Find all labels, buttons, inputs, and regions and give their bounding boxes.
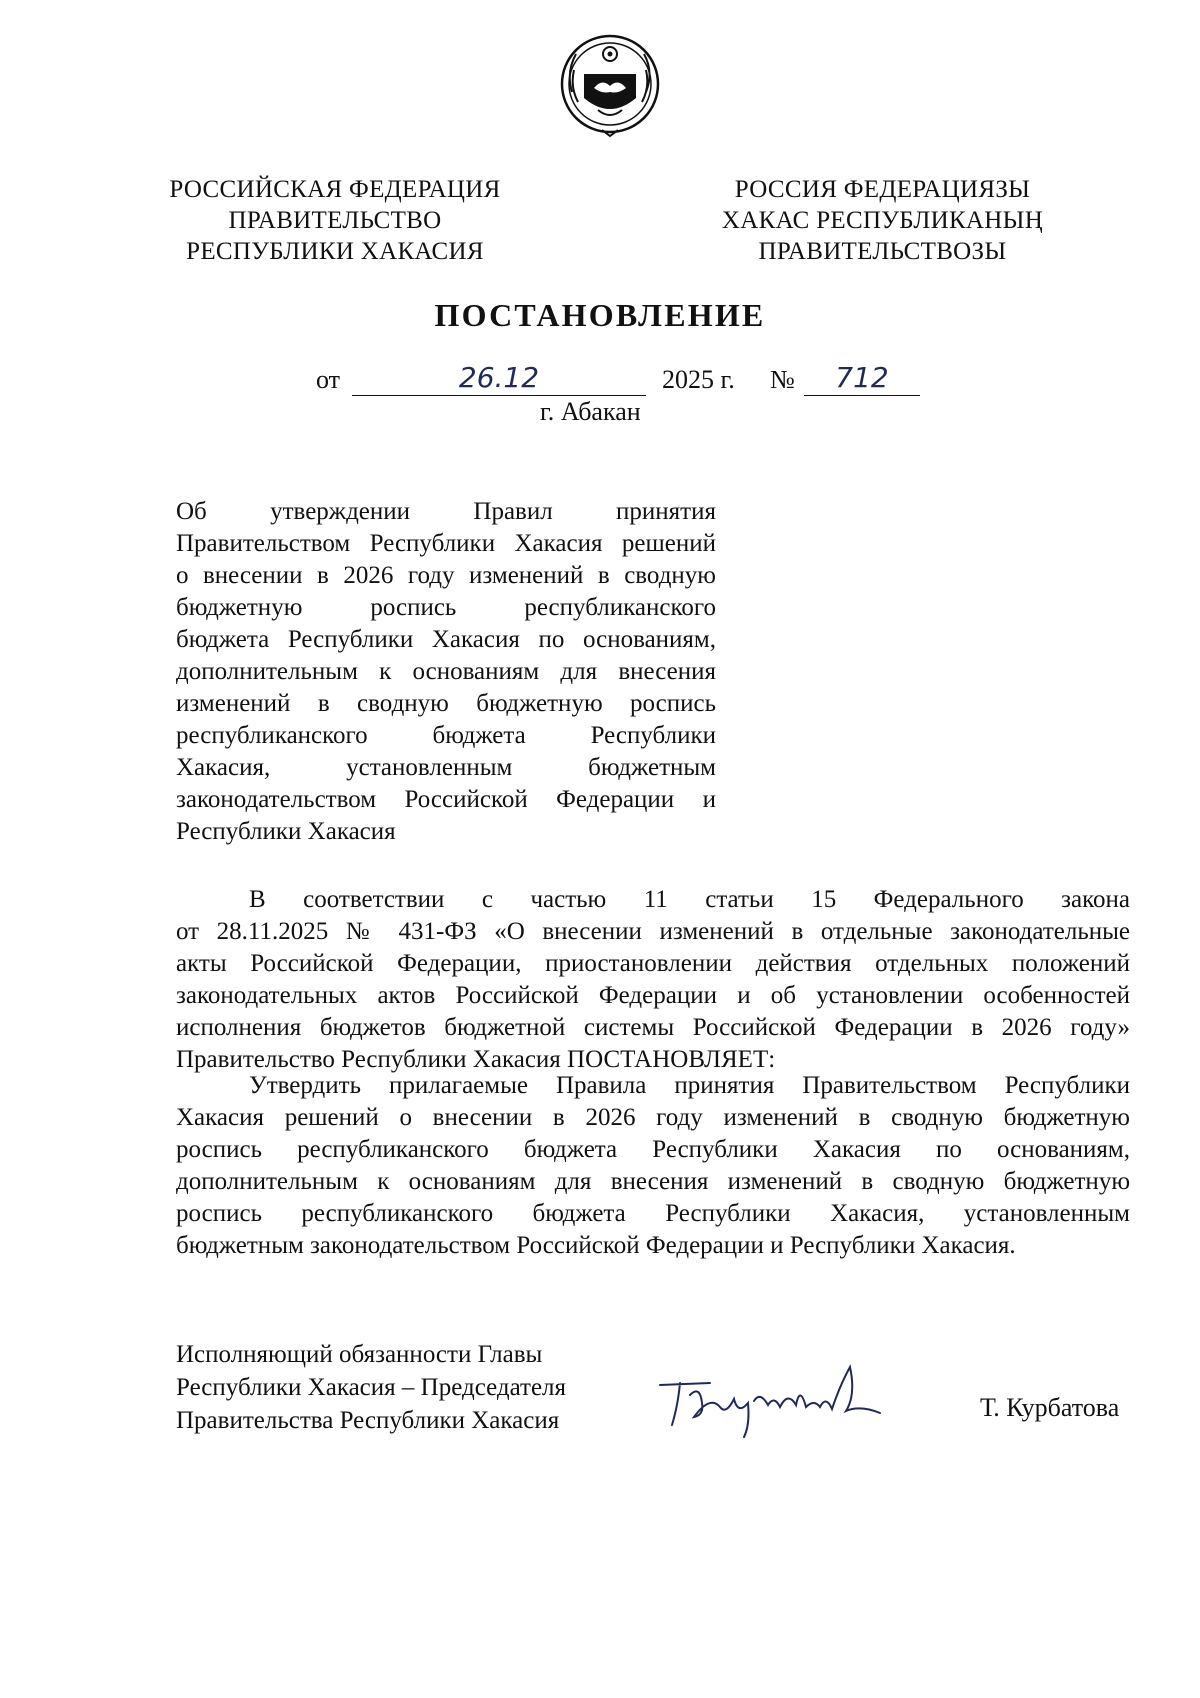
number-sign: № [770, 365, 795, 394]
text-line: бюджетную роспись республиканского [176, 594, 716, 621]
preamble-paragraph [176, 884, 1130, 1076]
text-line: дополнительным к основаниям для внесения изменений в сводную бюджетную [176, 1168, 1130, 1195]
signatory-title-line: Исполняющий обязанности Главы [176, 1341, 543, 1368]
signatory-title [176, 1338, 566, 1437]
text-line: исполнения бюджетов бюджетной системы Российской Федерации в 2026 году» [176, 1014, 1130, 1041]
handwritten-signature [650, 1355, 900, 1445]
signatory-title-line: Республики Хакасия – Председателя [176, 1374, 567, 1401]
signatory-name: Т. Курбатова [980, 1393, 1120, 1422]
header-left-line: РОССИЙСКАЯ ФЕДЕРАЦИЯ [169, 176, 501, 203]
coat-of-arms-emblem [558, 32, 662, 140]
header-left-line: ПРАВИТЕЛЬСТВО [228, 207, 442, 234]
text-line: Правительством Республики Хакасия решений [176, 530, 716, 557]
text-line: изменений в сводную бюджетную роспись [176, 690, 716, 717]
text-line: законодательством Российской Федерации и [176, 786, 716, 813]
resolution-paragraph [176, 1070, 1130, 1262]
header-right-line: ПРАВИТЕЛЬСТВОЗЫ [758, 238, 1007, 265]
text-line: Об утверждении Правил принятия [176, 498, 716, 525]
signatory-title-line: Правительства Республики Хакасия [176, 1407, 560, 1434]
document-subject [176, 496, 716, 848]
header-right-line: РОССИЯ ФЕДЕРАЦИЯЗЫ [734, 176, 1031, 203]
city-label: г. Абакан [540, 397, 641, 426]
text-line: Правительство Республики Хакасия ПОСТАНОВЛЯЕТ: [176, 1046, 776, 1073]
year-label: 2025 г. [662, 365, 735, 394]
text-line: дополнительным к основаниям для внесения [176, 658, 716, 685]
header-right [700, 174, 1065, 267]
text-line: роспись республиканского бюджета Республики Хакасия, установленным [176, 1200, 1130, 1227]
header-left-line: РЕСПУБЛИКИ ХАКАСИЯ [186, 238, 484, 265]
text-line: республиканского бюджета Республики [176, 722, 716, 749]
text-line: о внесении в 2026 году изменений в сводную [176, 562, 716, 589]
text-line: Хакасия, установленным бюджетным [176, 754, 716, 781]
header-left [150, 174, 520, 267]
document-type-title: ПОСТАНОВЛЕНИЕ [434, 297, 766, 333]
text-line: Утвердить прилагаемые Правила принятия Правительством Республики [249, 1072, 1130, 1099]
text-line: Республики Хакасия [176, 818, 396, 845]
text-line: В соответствии с частью 11 статьи 15 Федерального закона [249, 886, 1130, 913]
text-line: акты Российской Федерации, приостановлении действия отдельных положений [176, 950, 1130, 977]
text-line: бюджетным законодательством Российской Федерации и Республики Хакасия. [176, 1232, 1016, 1259]
text-line: бюджета Республики Хакасия по основаниям, [176, 626, 716, 653]
number-field: 712 [804, 365, 920, 396]
text-line: роспись республиканского бюджета Республики Хакасия по основаниям, [176, 1136, 1130, 1163]
date-field: 26.12 [352, 365, 646, 396]
text-line: Хакасия решений о внесении в 2026 году изменений в сводную бюджетную [176, 1104, 1130, 1131]
text-line: законодательных актов Российской Федерации и об установлении особенностей [176, 982, 1130, 1009]
text-line: от 28.11.2025 № 431-ФЗ «О внесении изменений в отдельные законодательные [176, 918, 1130, 945]
header-right-line: ХАКАС РЕСПУБЛИКАНЫҢ [721, 207, 1044, 234]
date-prefix: от [316, 365, 341, 394]
